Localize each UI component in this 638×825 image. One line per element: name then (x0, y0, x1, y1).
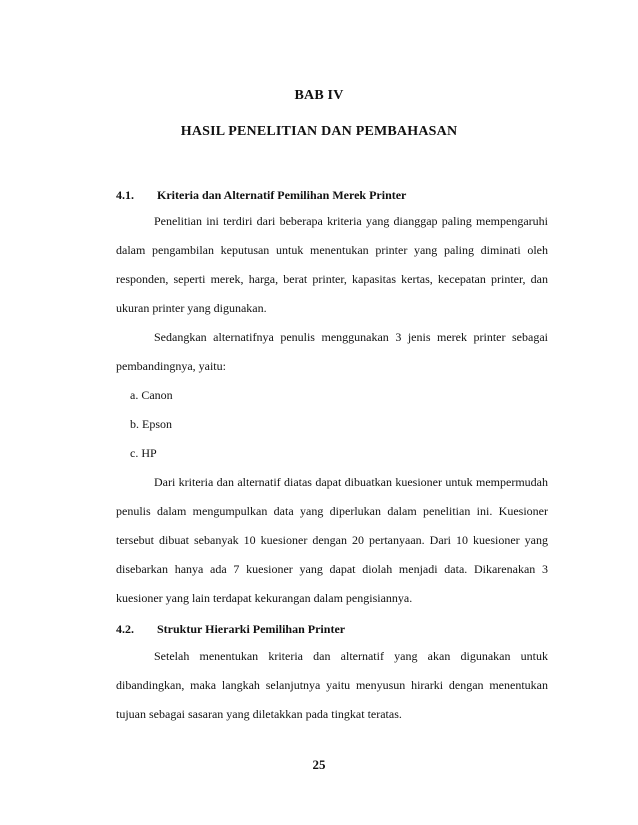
chapter-title: BAB IV (294, 88, 344, 103)
chapter-subtitle: HASIL PENELITIAN DAN PEMBAHASAN (180, 124, 458, 139)
list-item: b. Epson (130, 417, 172, 431)
page-number: 25 (312, 757, 326, 772)
paragraph-alternatives: Sedangkan alternatifnya penulis menggunakan 3 jenis merek printer sebagai pembandingnya, yaitu: (116, 330, 548, 373)
section-title: Kriteria dan Alternatif Pemilihan Merek Printer (157, 188, 407, 202)
section-heading-4-1 (116, 188, 406, 203)
list-item: a. Canon (130, 388, 173, 402)
section-heading-4-2 (116, 622, 345, 637)
paragraph-questionnaire: Dari kriteria dan alternatif diatas dapat dibuatkan kuesioner untuk mempermudah penulis dalam mengumpulkan data yang diperlukan dalam penelitian ini. Kuesioner tersebut dibuat sebanyak 10 kuesioner dengan 20 pertanyaan. Dari 10 kuesioner yang disebarkan hanya ada 7 kuesioner yang dapat diolah menjadi data. Dikarenakan 3 kuesioner yang lain terdapat kekurangan dalam pengisiannya. (116, 475, 548, 605)
paragraph-criteria: Penelitian ini terdiri dari beberapa kriteria yang dianggap paling mempengaruhi dalam pengambilan keputusan untuk menentukan printer yang paling diminati oleh responden, seperti merek, harga, berat printer, kapasitas kertas, kecepatan printer, dan ukuran printer yang digunakan. (116, 214, 548, 315)
section-number: 4.1. (116, 188, 134, 202)
printer-brand-list (130, 381, 173, 468)
paragraph-hierarchy: Setelah menentukan kriteria dan alternatif yang akan digunakan untuk dibandingkan, maka langkah selanjutnya yaitu menyusun hirarki dengan menentukan tujuan sebagai sasaran yang diletakkan pada tingkat teratas. (116, 649, 548, 721)
section-title: Struktur Hierarki Pemilihan Printer (157, 622, 346, 636)
list-item: c. HP (130, 446, 157, 460)
section-number: 4.2. (116, 622, 134, 636)
